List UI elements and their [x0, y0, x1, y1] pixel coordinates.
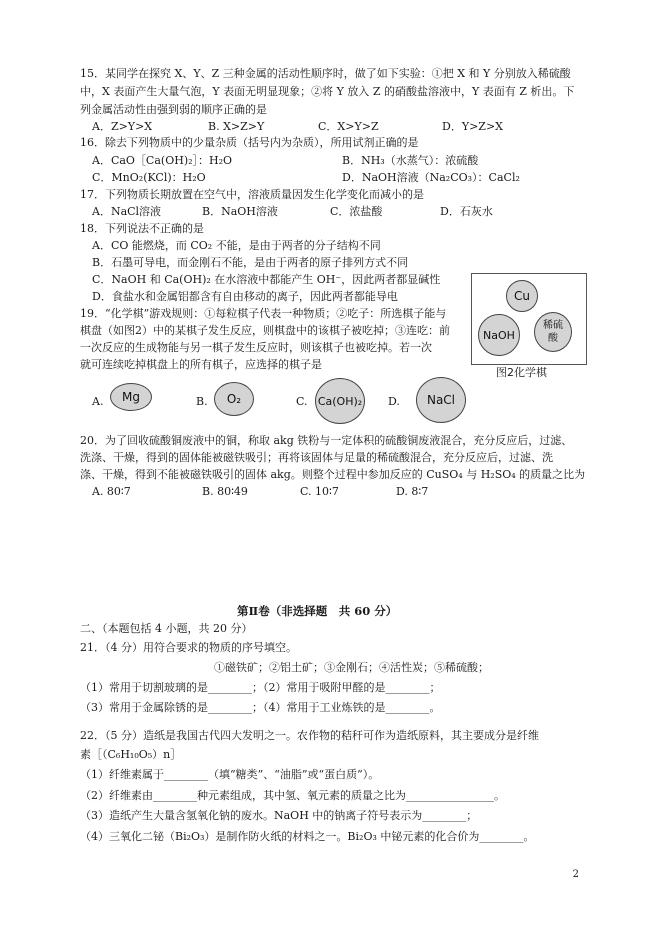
q20-line-2: 洗涤、干燥，得到的固体能被磁铁吸引；再将该固体与足量的稀硫酸混合，充分反应后，过滤、洗 — [80, 451, 553, 464]
q18-stem: 18．下列说法不正确的是 — [80, 222, 204, 235]
q18-option-c: C．NaOH 和 Ca(OH)₂ 在水溶液中都能产生 OH⁻，因此两者都显碱性 — [92, 273, 441, 286]
q19-option-c-letter: C. — [296, 395, 308, 408]
q20-option-c: C. 10∶7 — [300, 485, 339, 498]
q17-stem: 17．下列物质长期放置在空气中，溶液质量因发生化学变化而减小的是 — [80, 188, 424, 201]
q19-line-4: 就可连续吃掉棋盘上的所有棋子，应选择的棋子是 — [80, 358, 322, 371]
q15-line-1: 15．某同学在探究 X、Y、Z 三种金属的活动性顺序时，做了如下实验：①把 X 和 Y 分别放入稀硫酸 — [80, 67, 571, 80]
part2-title: 第Ⅱ卷（非选择题 共 60 分） — [237, 604, 398, 618]
q21-row-2: （3）常用于金属除锈的是________；（4）常用于工业炼铁的是________。 — [80, 701, 441, 714]
q15-line-3: 列金属活动性由强到弱的顺序正确的是 — [80, 103, 267, 116]
page-number: 2 — [572, 869, 579, 880]
piece-dilute-sulfuric-acid: 稀硫酸 — [534, 312, 572, 352]
q19-option-c-piece: Ca(OH)₂ — [315, 378, 365, 424]
q19-option-a-piece: Mg — [110, 383, 152, 411]
q21-row-1: （1）常用于切割玻璃的是________；（2）常用于吸附甲醛的是________； — [80, 681, 441, 694]
q18-option-b: B．石墨可导电，而金刚石不能，是由于两者的原子排列方式不同 — [92, 256, 409, 269]
q22-row-3: （3）造纸产生大量含氢氧化钠的废水。NaOH 中的钠离子符号表示为________； — [80, 809, 478, 822]
figure-caption: 图2化学棋 — [496, 366, 547, 379]
q19-option-b-piece: O₂ — [214, 382, 254, 416]
q18-option-a: A．CO 能燃烧，而 CO₂ 不能，是由于两者的分子结构不同 — [92, 239, 381, 252]
q20-line-1: 20．为了回收硫酸铜废液中的铜，称取 akg 铁粉与一定体积的硫酸铜废液混合，充分反应后，过滤、 — [80, 434, 573, 447]
q22-line-1: 22．（5 分）造纸是我国古代四大发明之一。农作物的秸秆可作为造纸原料，其主要成分是纤维 — [80, 729, 539, 742]
q15-line-2: 中，X 表面产生大量气泡，Y 表面无明显现象；②将 Y 放入 Z 的硝酸盐溶液中，Y 表面有 Z 析出。下 — [80, 85, 575, 98]
q19-option-d-letter: D. — [388, 395, 400, 408]
q18-option-d: D．食盐水和金属铝都含有自由移动的离子，因此两者都能导电 — [92, 290, 398, 303]
q19-option-d-piece: NaCl — [416, 377, 466, 423]
q15-option-c: C．X>Y>Z — [318, 120, 379, 133]
q17-option-a: A．NaCl溶液 — [92, 205, 162, 218]
q19-option-b-letter: B. — [196, 395, 208, 408]
q22-row-2: （2）纤维素由________种元素组成，其中氢、氧元素的质量之比为________________。 — [80, 789, 505, 802]
q20-option-a: A. 80∶7 — [92, 485, 131, 498]
q19-line-3: 一次反应的生成物能与另一棋子发生反应时，则该棋子也被吃掉。若一次 — [80, 341, 432, 354]
piece-cu: Cu — [506, 280, 538, 312]
q16-option-c: C．MnO₂(KCl)：H₂O — [92, 171, 206, 184]
q19-line-1: 19．“化学棋”游戏规则：①每粒棋子代表一种物质；②吃子：所选棋子能与 — [80, 307, 447, 320]
section-heading: 二、（本题包括 4 小题，共 20 分） — [80, 622, 253, 635]
q22-line-2: 素［（C₆H₁₀O₅）n］ — [80, 748, 182, 761]
q21-materials: ①磁铁矿；②铝土矿；③金刚石；④活性炭；⑤稀硫酸； — [214, 661, 489, 674]
chess-board-figure — [471, 273, 587, 365]
q19-line-2: 棋盘（如图2）中的某棋子发生反应，则棋盘中的该棋子被吃掉；③连吃：前 — [80, 324, 450, 337]
q16-option-b: B．NH₃（水蒸气）：浓硫酸 — [342, 154, 479, 167]
q15-option-d: D．Y>Z>X — [442, 120, 503, 133]
q20-line-3: 涤、干燥，得到不能被磁铁吸引的固体 akg。则整个过程中参加反应的 CuSO₄ 与 H₂SO₄ 的质量之比为 — [80, 468, 586, 481]
q16-stem: 16．除去下列物质中的少量杂质（括号内为杂质），所用试剂正确的是 — [80, 136, 419, 149]
q19-option-a-letter: A. — [92, 395, 104, 408]
q20-option-b: B. 80∶49 — [202, 485, 248, 498]
q22-row-4: （4）三氧化二铋（Bi₂O₃）是制作防火纸的材料之一。Bi₂O₃ 中铋元素的化合价为________。 — [80, 830, 535, 843]
piece-naoh: NaOH — [478, 314, 520, 356]
q16-option-d: D．NaOH溶液（Na₂CO₃）：CaCl₂ — [342, 171, 520, 184]
q15-option-a: A．Z>Y>X — [92, 120, 153, 133]
q17-option-b: B．NaOH溶液 — [202, 205, 278, 218]
q16-option-a: A．CaO［Ca(OH)₂］：H₂O — [92, 154, 233, 167]
q20-option-d: D. 8∶7 — [396, 485, 429, 498]
q15-option-b: B. X>Z>Y — [208, 120, 265, 133]
q21-stem: 21．（4 分）用符合要求的物质的序号填空。 — [80, 641, 297, 654]
q22-row-1: （1）纤维素属于________（填“糖类”、“油脂”或“蛋白质”）。 — [80, 768, 380, 781]
q17-option-d: D．石灰水 — [440, 205, 493, 218]
q17-option-c: C．浓盐酸 — [330, 205, 383, 218]
